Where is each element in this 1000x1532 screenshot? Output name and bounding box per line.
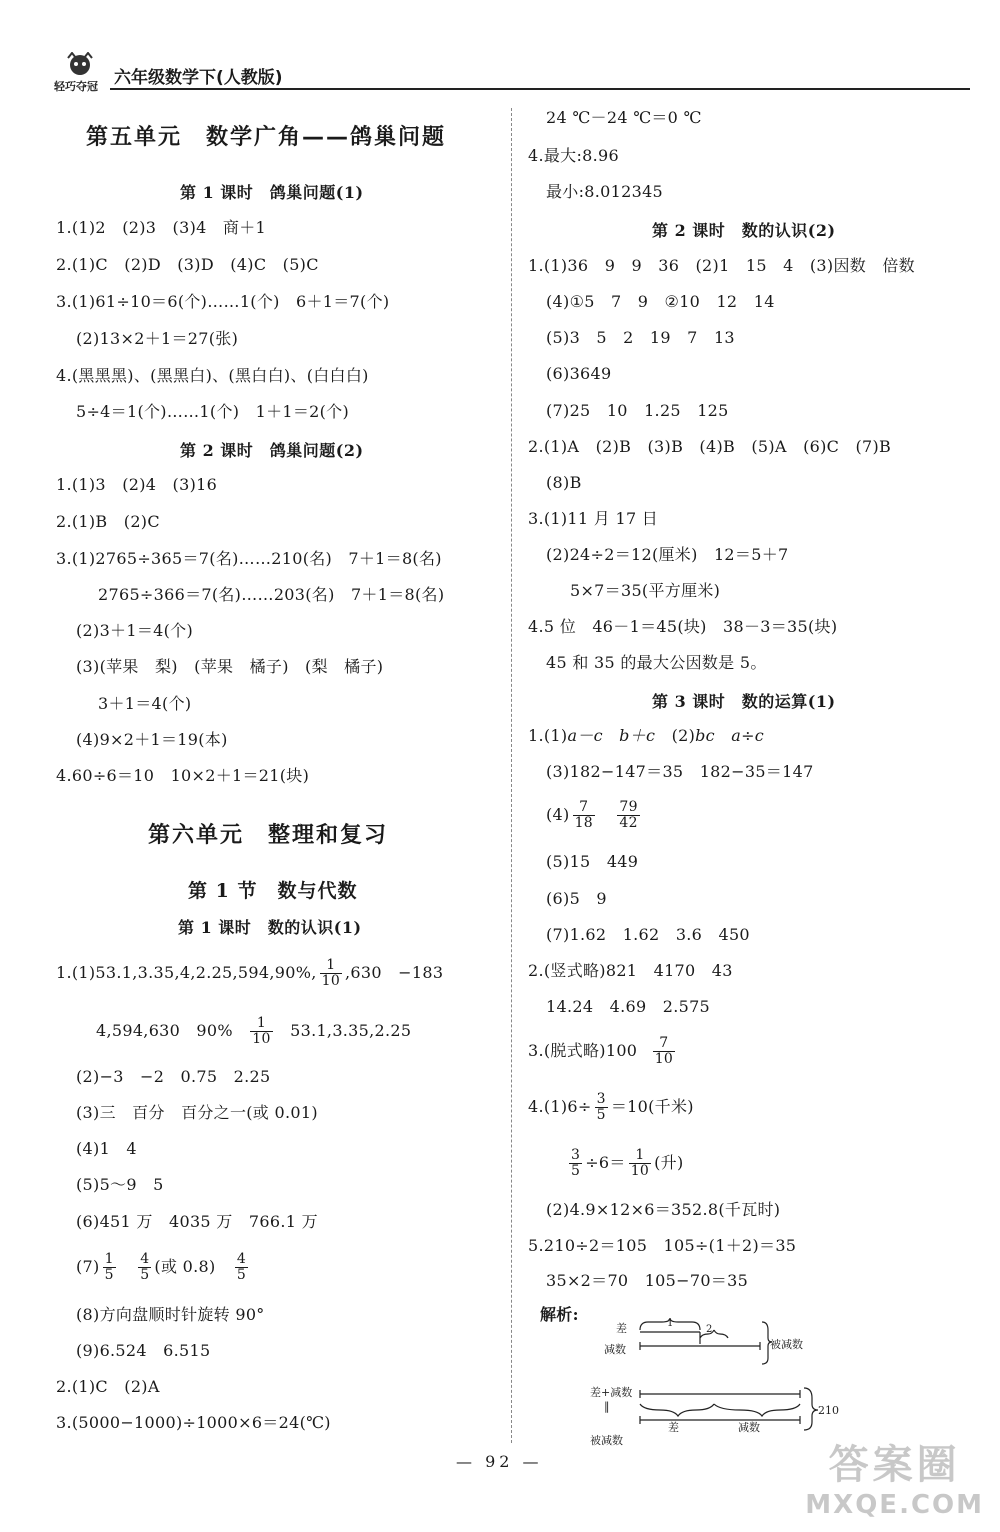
answer-line: 45 和 35 的最大公因数是 5。	[546, 653, 767, 672]
subtraction-diagram	[590, 1318, 860, 1446]
fraction: $\frac{3}{5}$	[596, 1091, 606, 1123]
answer-line: 14.24 4.69 2.575	[546, 997, 711, 1016]
answer-line: 5÷4＝1(个)……1(个) 1＋1＝2(个)	[76, 402, 350, 421]
answer-line: (3)182−147＝35 182−35＝147	[546, 762, 814, 781]
answer-line: 3.(1)2765÷365＝7(名)……210(名) 7＋1＝8(名)	[56, 549, 442, 568]
answer-line: 3.(1)61÷10＝6(个)……1(个) 6＋1＝7(个)	[56, 292, 390, 311]
answer-line: (6)451 万 4035 万 766.1 万	[76, 1212, 318, 1231]
diagram-label: ‖	[604, 1400, 610, 1413]
fraction: $\frac{4}{5}$	[140, 1251, 150, 1283]
section-title: 第 1 节 数与代数	[188, 880, 358, 902]
answer-line: (4)9×2＋1＝19(本)	[76, 730, 228, 749]
answer-line: $\frac{3}{5}$ ÷6＝ $\frac{1}{10}$ (升)	[571, 1147, 684, 1179]
answer-line: (2)4.9×12×6＝352.8(千瓦时)	[546, 1200, 781, 1219]
answer-line: (9)6.524 6.515	[76, 1341, 211, 1360]
fraction: $\frac{1}{5}$	[104, 1251, 114, 1283]
answer-line: 3.(脱式略)100 $\frac{7}{10}$	[528, 1035, 674, 1067]
answer-line: 1.(1)36 9 9 36 (2)1 15 4 (3)因数 倍数	[528, 256, 915, 275]
diagram-label: 差+减数	[590, 1386, 633, 1399]
watermark-title: 答案圈	[828, 1442, 961, 1488]
answer-line: (3)(苹果 梨) (苹果 橘子) (梨 橘子)	[76, 657, 384, 676]
answer-line: 4.最大:8.96	[528, 146, 619, 165]
answer-line: 3.(5000−1000)÷1000×6＝24(℃)	[56, 1413, 331, 1432]
page-header-title: 六年级数学下(人教版)	[114, 68, 283, 88]
fraction: $\frac{1}{10}$	[321, 957, 341, 989]
answer-line: (5)3 5 2 19 7 13	[546, 328, 735, 347]
diagram-label: 差	[616, 1322, 627, 1335]
answer-line: 4.60÷6＝10 10×2＋1＝21(块)	[56, 766, 310, 785]
answer-line: 2.(竖式略)821 4170 43	[528, 961, 733, 980]
answer-text: 53.1,3.35,2.25	[290, 1021, 412, 1040]
answer-text: 4,594,630 90%	[96, 1021, 233, 1040]
column-divider	[511, 108, 512, 1443]
answer-line: 2.(1)A (2)B (3)B (4)B (5)A (6)C (7)B	[528, 437, 892, 456]
answer-line: (4)①5 7 9 ②10 12 14	[546, 292, 775, 311]
fraction: $\frac{1}{10}$	[252, 1015, 271, 1047]
answer-line: (3)三 百分 百分之一(或 0.01)	[76, 1103, 318, 1122]
answer-line: 1.(1)a－c b＋c (2)bc a÷c	[528, 726, 765, 745]
answer-line: 4.(黑黑黑)、(黑黑白)、(黑白白)、(白白白)	[56, 366, 369, 385]
answer-line: 3.(1)11 月 17 日	[528, 509, 659, 528]
unit6-title: 第六单元 整理和复习	[148, 823, 389, 848]
fraction: $\frac{1}{10}$	[630, 1147, 650, 1179]
answer-line: 24 ℃－24 ℃＝0 ℃	[546, 108, 702, 127]
fraction: $\frac{79}{42}$	[619, 799, 638, 831]
diagram-label: 减数	[604, 1343, 626, 1356]
lesson-title: 第 2 课时 数的认识(2)	[652, 221, 836, 240]
answer-line: 2.(1)B (2)C	[56, 512, 160, 531]
diagram-label: 被减数	[590, 1434, 623, 1446]
answer-line: (4) $\frac{7}{18}$ $\frac{79}{42}$	[546, 799, 638, 831]
answer-line: 1.(1)3 (2)4 (3)16	[56, 475, 218, 494]
answer-line: 5.210÷2＝105 105÷(1＋2)＝35	[528, 1236, 797, 1255]
answer-line: (6)3649	[546, 364, 612, 383]
lesson-title: 第 1 课时 鸽巢问题(1)	[180, 183, 364, 202]
fraction: $\frac{7}{10}$	[654, 1035, 674, 1067]
answer-line: 2765÷366＝7(名)……203(名) 7＋1＝8(名)	[98, 585, 445, 604]
diagram-label: 减数	[738, 1421, 760, 1434]
answer-line: (8)B	[546, 473, 582, 492]
answer-line: 35×2＝70 105−70＝35	[546, 1271, 749, 1290]
analysis-label: 解析:	[540, 1305, 579, 1324]
watermark	[805, 1433, 984, 1520]
answer-line: 3＋1＝4(个)	[98, 694, 192, 713]
diagram-label: 差	[668, 1421, 679, 1434]
diagram-label: 1	[667, 1318, 674, 1329]
fraction: $\frac{7}{18}$	[574, 799, 593, 831]
answer-line: (7)25 10 1.25 125	[546, 401, 729, 420]
answer-line: (6)5 9	[546, 889, 607, 908]
answer-line	[96, 1014, 411, 1048]
header-rule	[110, 88, 970, 90]
lesson-title: 第 3 课时 数的运算(1)	[652, 692, 836, 711]
answer-line: 最小:8.012345	[546, 182, 664, 201]
answer-line: (2)3＋1＝4(个)	[76, 621, 193, 640]
answer-line: 2.(1)C (2)A	[56, 1377, 160, 1396]
page-number: — 92 —	[456, 1452, 543, 1471]
answer-line: 4.(1)6÷ $\frac{3}{5}$ ＝10(千米)	[528, 1091, 694, 1123]
answer-line: (7)1.62 1.62 3.6 450	[546, 925, 750, 944]
answer-text: ,630 −183	[345, 963, 444, 982]
watermark-domain: MXQE.COM	[805, 1490, 984, 1520]
answer-line: (5)5～9 5	[76, 1175, 164, 1194]
answer-line: 2.(1)C (2)D (3)D (4)C (5)C	[56, 255, 319, 274]
answer-line: 4.5 位 46－1＝45(块) 38－3＝35(块)	[528, 617, 838, 636]
answer-line: 1.(1)2 (2)3 (3)4 商＋1	[56, 218, 266, 237]
logo-text: 轻巧夺冠	[54, 80, 98, 93]
fraction: $\frac{3}{5}$	[571, 1147, 581, 1179]
answer-line: (8)方向盘顺时针旋转 90°	[76, 1305, 265, 1324]
answer-line: (4)1 4	[76, 1139, 137, 1158]
fraction: $\frac{4}{5}$	[236, 1251, 247, 1283]
answer-line: (2)13×2＋1＝27(张)	[76, 329, 239, 348]
unit5-title: 第五单元 数学广角——鸽巢问题	[86, 125, 447, 150]
answer-line: (7) $\frac{1}{5}$ $\frac{4}{5}$ (或 0.8) $\frac{4}{5}$	[76, 1251, 247, 1283]
diagram-label: 2	[706, 1324, 713, 1335]
lesson-title: 第 1 课时 数的认识(1)	[178, 918, 362, 937]
answer-line	[56, 956, 443, 990]
answer-text: 1.(1)53.1,3.35,4,2.25,594,90%,	[56, 963, 317, 982]
answer-line: (2)−3 −2 0.75 2.25	[76, 1067, 271, 1086]
diagram-label: 210	[818, 1404, 839, 1417]
answer-line: (2)24÷2＝12(厘米) 12＝5＋7	[546, 545, 789, 564]
lesson-title: 第 2 课时 鸽巢问题(2)	[180, 441, 364, 460]
answer-line: (5)15 449	[546, 852, 639, 871]
brand-logo	[54, 52, 106, 92]
answer-line: 5×7＝35(平方厘米)	[570, 581, 721, 600]
diagram-label: 被减数	[770, 1338, 803, 1351]
